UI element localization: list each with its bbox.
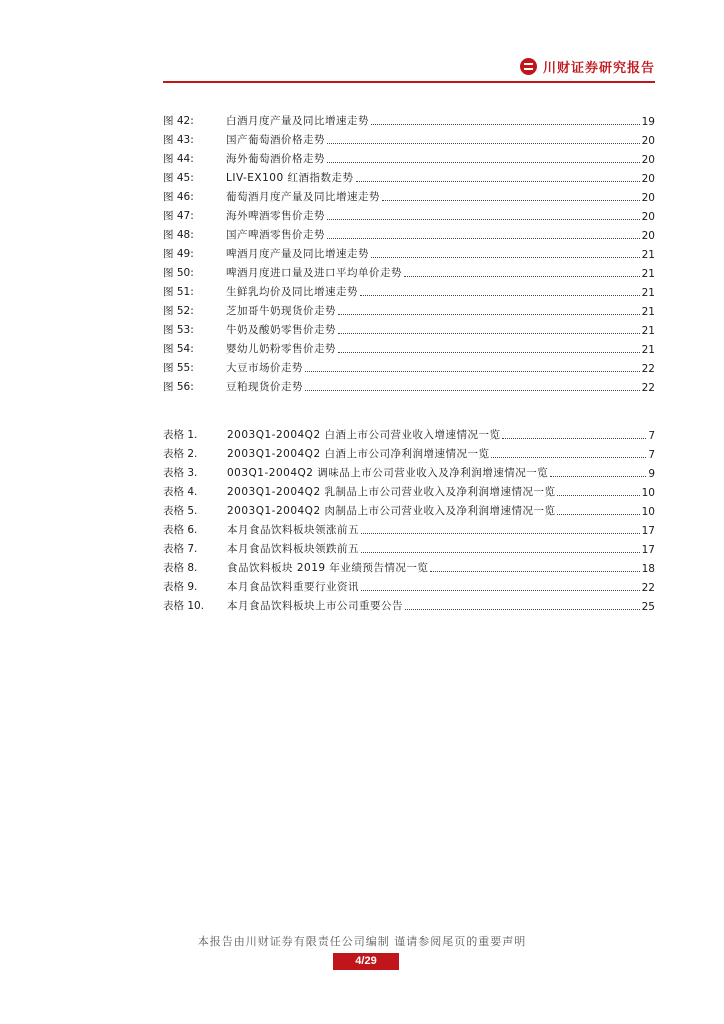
toc-entry-title: 2003Q1-2004Q2 肉制品上市公司营业收入及净利润增速情况一览 (227, 505, 556, 517)
toc-entry-page: 22 (641, 582, 655, 594)
toc-entry[interactable] (163, 576, 655, 594)
toc-entry-title: 牛奶及酸奶零售价走势 (226, 324, 336, 336)
toc-entry-label: 图 45: (163, 172, 194, 184)
toc-entry[interactable] (163, 481, 655, 499)
toc-entry-title: 葡萄酒月度产量及同比增速走势 (226, 191, 380, 203)
toc-leader-dots (550, 475, 646, 477)
brand (520, 57, 655, 76)
toc-entry-title: LIV-EX100 红酒指数走势 (226, 172, 354, 184)
toc-leader-dots (305, 370, 640, 372)
toc-entry-label: 表格 7. (163, 543, 198, 555)
toc-entry-label: 图 43: (163, 134, 194, 146)
toc-entry-title: 国产葡萄酒价格走势 (226, 134, 325, 146)
toc-entry[interactable] (163, 376, 655, 394)
report-header (163, 55, 655, 81)
toc-entry[interactable] (163, 205, 655, 223)
toc-leader-dots (338, 351, 640, 353)
toc-leader-dots (361, 589, 640, 591)
toc-entry-page: 22 (641, 363, 655, 375)
toc-leader-dots (360, 294, 640, 296)
toc-leader-dots (430, 570, 639, 572)
toc-entry-page: 20 (641, 230, 655, 242)
toc-entry[interactable] (163, 186, 655, 204)
toc-entry-label: 图 48: (163, 229, 194, 241)
toc-entry-title: 海外葡萄酒价格走势 (226, 153, 325, 165)
toc-entry-title: 2003Q1-2004Q2 白酒上市公司净利润增速情况一览 (227, 448, 490, 460)
toc-entry-page: 19 (641, 116, 655, 128)
toc-entry-label: 图 44: (163, 153, 194, 165)
toc-entry[interactable] (163, 443, 655, 461)
toc-leader-dots (361, 532, 640, 534)
toc-entry[interactable] (163, 595, 655, 613)
toc-entry-page: 21 (641, 287, 655, 299)
toc-entry-page: 17 (641, 544, 655, 556)
toc-entry-label: 图 47: (163, 210, 194, 222)
toc-entry-title: 生鲜乳均价及同比增速走势 (226, 286, 358, 298)
toc-leader-dots (356, 180, 640, 182)
toc-leader-dots (502, 437, 646, 439)
page-number-badge: 4/29 (333, 953, 399, 970)
toc-entry-title: 啤酒月度进口量及进口平均单价走势 (226, 267, 402, 279)
toc-leader-dots (338, 332, 640, 334)
toc-entry[interactable] (163, 300, 655, 318)
toc-entry-page: 21 (641, 325, 655, 337)
toc-entry-label: 表格 5. (163, 505, 198, 517)
toc-entry[interactable] (163, 424, 655, 442)
toc-leader-dots (557, 494, 639, 496)
brand-name: 川财证券研究报告 (542, 61, 655, 76)
toc-entry[interactable] (163, 243, 655, 261)
header-divider (163, 81, 655, 83)
toc-entry-label: 表格 2. (163, 448, 198, 460)
toc-entry[interactable] (163, 167, 655, 185)
toc-entry-label: 表格 6. (163, 524, 198, 536)
toc-entry[interactable] (163, 462, 655, 480)
toc-entry-label: 图 56: (163, 381, 194, 393)
toc-entry-label: 图 49: (163, 248, 194, 260)
toc-leader-dots (361, 551, 640, 553)
toc-entry-page: 10 (641, 506, 655, 518)
toc-entry[interactable] (163, 262, 655, 280)
toc-entry-title: 婴幼儿奶粉零售价走势 (226, 343, 336, 355)
toc-entry-page: 20 (641, 135, 655, 147)
toc-entry[interactable] (163, 224, 655, 242)
toc-entry-title: 本月食品饮料板块领跌前五 (227, 543, 359, 555)
toc-entry[interactable] (163, 281, 655, 299)
toc-entry-label: 表格 10. (163, 600, 205, 612)
toc-entry[interactable] (163, 319, 655, 337)
toc-entry-page: 21 (641, 344, 655, 356)
toc-entry-page: 10 (641, 487, 655, 499)
toc-entry[interactable] (163, 357, 655, 375)
toc-entry-label: 图 50: (163, 267, 194, 279)
toc-leader-dots (405, 608, 640, 610)
toc-entry-page: 20 (641, 211, 655, 223)
toc-entry-label: 表格 4. (163, 486, 198, 498)
toc-leader-dots (382, 199, 640, 201)
toc-entry-page: 20 (641, 154, 655, 166)
toc-entry-page: 17 (641, 525, 655, 537)
toc-entry-page: 7 (648, 449, 655, 461)
toc-leader-dots (338, 313, 640, 315)
toc-entry-title: 大豆市场价走势 (226, 362, 303, 374)
toc-entry-page: 20 (641, 192, 655, 204)
toc-entry-title: 芝加哥牛奶现货价走势 (226, 305, 336, 317)
toc-entry[interactable] (163, 338, 655, 356)
toc-entry-label: 表格 8. (163, 562, 198, 574)
toc-entry[interactable] (163, 538, 655, 556)
toc-entry-label: 图 55: (163, 362, 194, 374)
toc-entry-page: 22 (641, 382, 655, 394)
toc-leader-dots (327, 142, 640, 144)
toc-entry-title: 2003Q1-2004Q2 白酒上市公司营业收入增速情况一览 (227, 429, 501, 441)
toc-entry-page: 21 (641, 306, 655, 318)
toc-entry-label: 图 54: (163, 343, 194, 355)
toc-entry[interactable] (163, 557, 655, 575)
toc-entry[interactable] (163, 500, 655, 518)
toc-entry[interactable] (163, 148, 655, 166)
toc-leader-dots (557, 513, 639, 515)
toc-entry-title: 海外啤酒零售价走势 (226, 210, 325, 222)
footer-disclaimer: 本报告由川财证券有限责任公司编制 谨请参阅尾页的重要声明 (197, 935, 527, 948)
toc-entry[interactable] (163, 129, 655, 147)
toc-entry[interactable] (163, 519, 655, 537)
toc-entry-title: 国产啤酒零售价走势 (226, 229, 325, 241)
toc-entry-page: 20 (641, 173, 655, 185)
toc-entry-title: 2003Q1-2004Q2 乳制品上市公司营业收入及净利润增速情况一览 (227, 486, 556, 498)
toc-entry-title: 食品饮料板块 2019 年业绩预告情况一览 (227, 562, 429, 574)
toc-entry-label: 图 53: (163, 324, 194, 336)
toc-leader-dots (327, 218, 640, 220)
toc-leader-dots (327, 161, 640, 163)
brand-logo-icon (520, 58, 537, 75)
toc-entry-label: 图 51: (163, 286, 194, 298)
toc-leader-dots (371, 123, 640, 125)
toc-entry-label: 图 46: (163, 191, 194, 203)
toc-entry-page: 25 (641, 601, 655, 613)
toc-entry-title: 豆粕现货价走势 (226, 381, 303, 393)
toc-entry-title: 本月食品饮料板块领涨前五 (227, 524, 359, 536)
toc-leader-dots (305, 389, 640, 391)
toc-entry-page: 21 (641, 249, 655, 261)
toc-leader-dots (404, 275, 640, 277)
toc-entry-label: 表格 9. (163, 581, 198, 593)
toc-entry-page: 18 (641, 563, 655, 575)
toc-entry-title: 白酒月度产量及同比增速走势 (226, 115, 369, 127)
toc-entry-page: 7 (648, 430, 655, 442)
toc-entry-title: 本月食品饮料板块上市公司重要公告 (227, 600, 403, 612)
toc-leader-dots (371, 256, 640, 258)
toc-leader-dots (491, 456, 646, 458)
toc-leader-dots (327, 237, 640, 239)
toc-entry-title: 啤酒月度产量及同比增速走势 (226, 248, 369, 260)
toc-entry-label: 表格 3. (163, 467, 198, 479)
toc-entry[interactable] (163, 110, 655, 128)
toc-entry-page: 9 (648, 468, 655, 480)
toc-entry-label: 图 42: (163, 115, 194, 127)
toc-entry-label: 表格 1. (163, 429, 198, 441)
toc-entry-title: 003Q1-2004Q2 调味品上市公司营业收入及净利润增速情况一览 (227, 467, 549, 479)
toc-entry-title: 本月食品饮料重要行业资讯 (227, 581, 359, 593)
toc-entry-label: 图 52: (163, 305, 194, 317)
toc-entry-page: 21 (641, 268, 655, 280)
